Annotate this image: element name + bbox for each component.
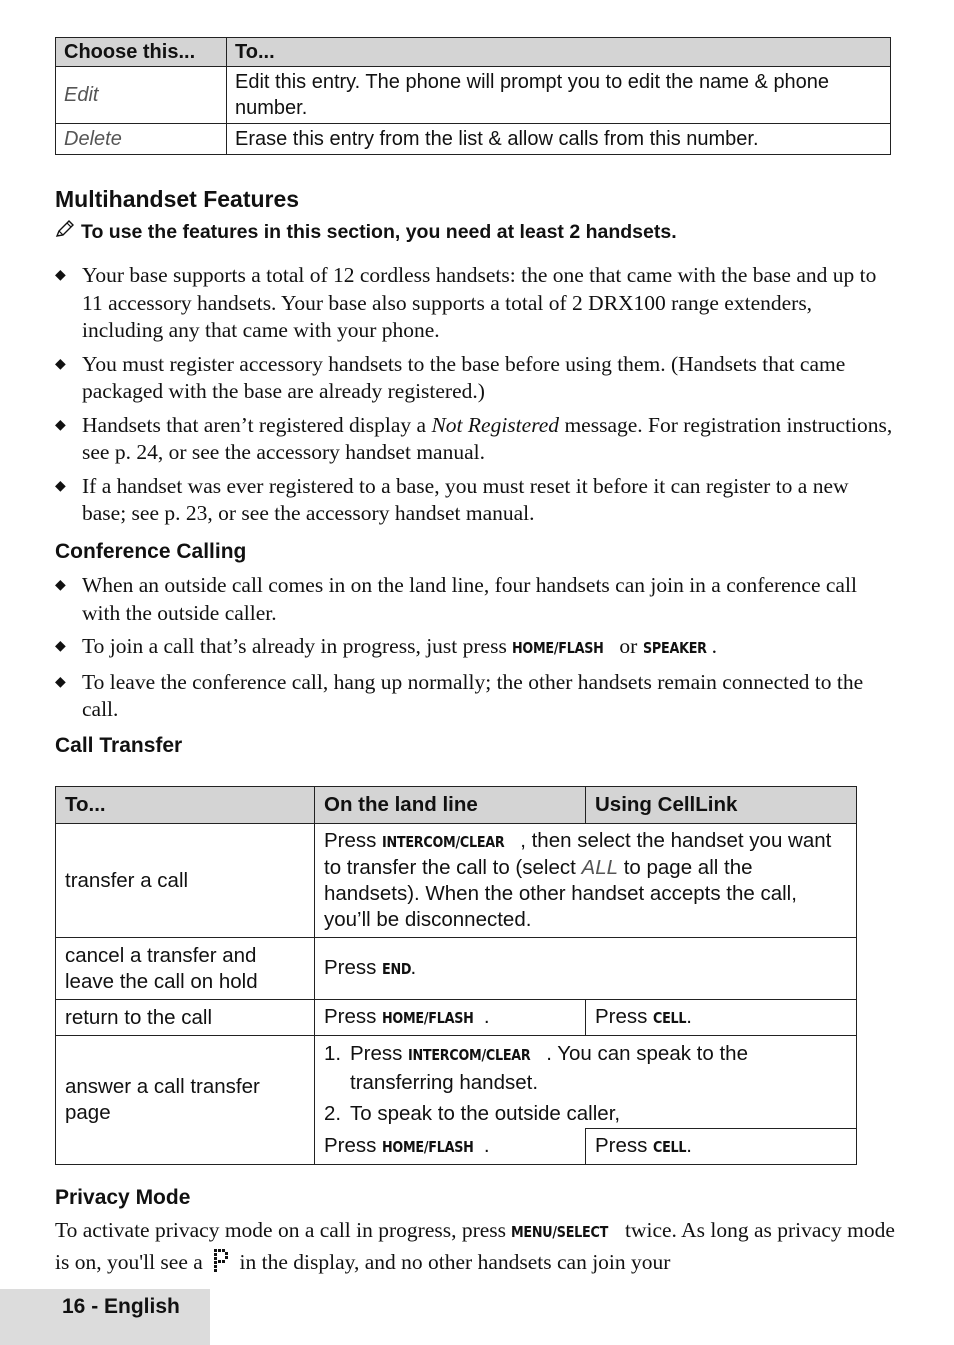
privacy-icon bbox=[212, 1247, 230, 1275]
action-cell: return to the call bbox=[56, 1000, 315, 1036]
diamond-bullet-icon: ◆ bbox=[55, 268, 66, 283]
option-description: Erase this entry from the list & allow calls from this number. bbox=[227, 124, 891, 155]
subsection-title: Conference Calling bbox=[55, 540, 247, 563]
action-cell: answer a call transfer page bbox=[56, 1036, 315, 1165]
conference-list bbox=[55, 572, 895, 730]
instruction-cell bbox=[315, 824, 857, 938]
instruction-cell bbox=[315, 938, 857, 1000]
section-title: Multihandset Features bbox=[55, 186, 300, 212]
key-label: SPEAKER bbox=[642, 639, 707, 657]
action-cell: transfer a call bbox=[56, 824, 315, 938]
paragraph-text: twice. As long as privacy mode is on, you'll see a bbox=[55, 1218, 895, 1274]
bullet-text: To leave the conference call, hang up normally; the other handsets remain connected to the call. bbox=[82, 669, 864, 721]
instruction-text: Press bbox=[350, 1042, 409, 1065]
column-header: On the land line bbox=[315, 787, 586, 824]
table-row bbox=[56, 824, 857, 938]
instruction-text: . You can speak to the transferring handset. bbox=[350, 1042, 748, 1094]
column-header: Using CellLink bbox=[586, 787, 857, 824]
page-number: 16 - English bbox=[62, 1295, 180, 1318]
bullet-text: message. For registration instructions, see p. 24, or see the accessory handset manual. bbox=[82, 412, 893, 464]
privacy-paragraph bbox=[55, 1216, 900, 1277]
note-text: To use the features in this section, you need at least 2 handsets. bbox=[81, 221, 677, 243]
list-item bbox=[55, 412, 895, 467]
instruction-text: , then select the handset you want to transfer the call to (select bbox=[324, 829, 832, 879]
bullet-text: When an outside call comes in on the land line, four handsets can join in a conference call with the outside caller. bbox=[82, 573, 857, 625]
instruction-cell bbox=[586, 1129, 857, 1165]
diamond-bullet-icon: ◆ bbox=[55, 478, 66, 494]
column-header: Choose this... bbox=[56, 38, 227, 67]
action-cell: cancel a transfer and leave the call on hold bbox=[56, 938, 315, 1000]
instruction-text: . bbox=[686, 1134, 692, 1157]
key-label: END bbox=[382, 960, 412, 978]
subsection-title: Call Transfer bbox=[55, 734, 183, 757]
bullet-text: Handsets that aren’t registered display a bbox=[82, 412, 432, 437]
multihandset-list bbox=[55, 262, 895, 534]
step-item bbox=[324, 1100, 847, 1128]
instruction-text: Press bbox=[595, 1134, 654, 1157]
subsection-title: Privacy Mode bbox=[55, 1186, 191, 1209]
instruction-text: Press bbox=[595, 1005, 654, 1028]
bullet-text: To join a call that’s already in progress, just press bbox=[82, 634, 513, 658]
instruction-cell bbox=[315, 1036, 857, 1129]
instruction-text: . bbox=[410, 956, 417, 979]
key-label: CELL bbox=[653, 1009, 687, 1027]
key-label: HOME/FLASH bbox=[382, 1137, 474, 1156]
call-transfer-table bbox=[55, 786, 857, 1165]
instruction-text: to page all the handsets). When the other handset accepts the call, you’ll be disconnected. bbox=[324, 856, 797, 931]
options-table bbox=[55, 37, 891, 155]
instruction-text: Press bbox=[324, 956, 383, 979]
table-header-row bbox=[56, 38, 891, 67]
key-label: HOME/FLASH bbox=[512, 639, 604, 657]
instruction-text: Press bbox=[324, 1005, 383, 1028]
table-row bbox=[56, 1000, 857, 1036]
instruction-text: . bbox=[483, 1133, 490, 1157]
diamond-bullet-icon: ◆ bbox=[55, 578, 66, 593]
instruction-cell bbox=[315, 1129, 586, 1165]
bullet-text: . bbox=[711, 634, 717, 658]
table-row bbox=[56, 1036, 857, 1129]
step-number: 2. bbox=[324, 1102, 342, 1125]
bullet-text: or bbox=[613, 634, 643, 658]
list-item bbox=[55, 473, 895, 528]
column-header: To... bbox=[56, 787, 315, 824]
option-choice: Delete bbox=[56, 124, 227, 155]
pencil-note-icon bbox=[55, 220, 81, 244]
key-label: CELL bbox=[653, 1138, 687, 1156]
bullet-text: Your base supports a total of 12 cordless handsets: the one that came with the base and up to 11 accessory handsets. Your base also supports a total of 2 DRX100 range extenders, including any that came with your phone. bbox=[82, 263, 877, 342]
bullet-text: You must register accessory handsets to the base before using them. (Handsets that came packaged with the base are already registered.) bbox=[82, 351, 846, 403]
note bbox=[55, 220, 677, 244]
key-label: INTERCOM/CLEAR bbox=[408, 1046, 531, 1064]
table-header-row bbox=[56, 787, 857, 824]
page-footer bbox=[0, 1289, 210, 1345]
steps-list bbox=[324, 1040, 847, 1128]
option-choice: Edit bbox=[56, 67, 227, 124]
diamond-bullet-icon: ◆ bbox=[55, 356, 66, 372]
instruction-cell bbox=[586, 1000, 857, 1036]
instruction-text: . bbox=[686, 1005, 692, 1028]
instruction-text: Press bbox=[324, 1133, 383, 1157]
menu-option: ALL bbox=[581, 856, 618, 879]
table-row bbox=[56, 67, 891, 124]
paragraph-text: To activate privacy mode on a call in progress, press bbox=[55, 1218, 512, 1242]
list-item bbox=[55, 633, 895, 663]
instruction-text: . bbox=[483, 1005, 490, 1028]
step-number: 1. bbox=[324, 1042, 342, 1065]
column-header: To... bbox=[227, 38, 891, 67]
paragraph-text: in the display, and no other handsets can join your bbox=[234, 1250, 671, 1274]
key-label: MENU/SELECT bbox=[511, 1223, 609, 1241]
list-item bbox=[55, 262, 895, 345]
step-item bbox=[324, 1040, 847, 1097]
instruction-cell bbox=[315, 1000, 586, 1036]
list-item bbox=[55, 351, 895, 406]
bullet-text: If a handset was ever registered to a base, you must reset it before it can register to a new base; see p. 23, or see the accessory handset manual. bbox=[82, 473, 849, 525]
table-row bbox=[56, 938, 857, 1000]
diamond-bullet-icon: ◆ bbox=[55, 674, 66, 690]
list-item bbox=[55, 669, 895, 724]
list-item bbox=[55, 572, 895, 627]
diamond-bullet-icon: ◆ bbox=[55, 639, 66, 654]
key-label: HOME/FLASH bbox=[382, 1009, 474, 1027]
instruction-text: To speak to the outside caller, bbox=[350, 1102, 621, 1125]
diamond-bullet-icon: ◆ bbox=[55, 417, 66, 433]
instruction-text: Press bbox=[324, 829, 383, 852]
table-row bbox=[56, 124, 891, 155]
status-message: Not Registered bbox=[431, 412, 560, 437]
option-description: Edit this entry. The phone will prompt you to edit the name & phone number. bbox=[227, 67, 891, 124]
key-label: INTERCOM/CLEAR bbox=[382, 833, 505, 851]
